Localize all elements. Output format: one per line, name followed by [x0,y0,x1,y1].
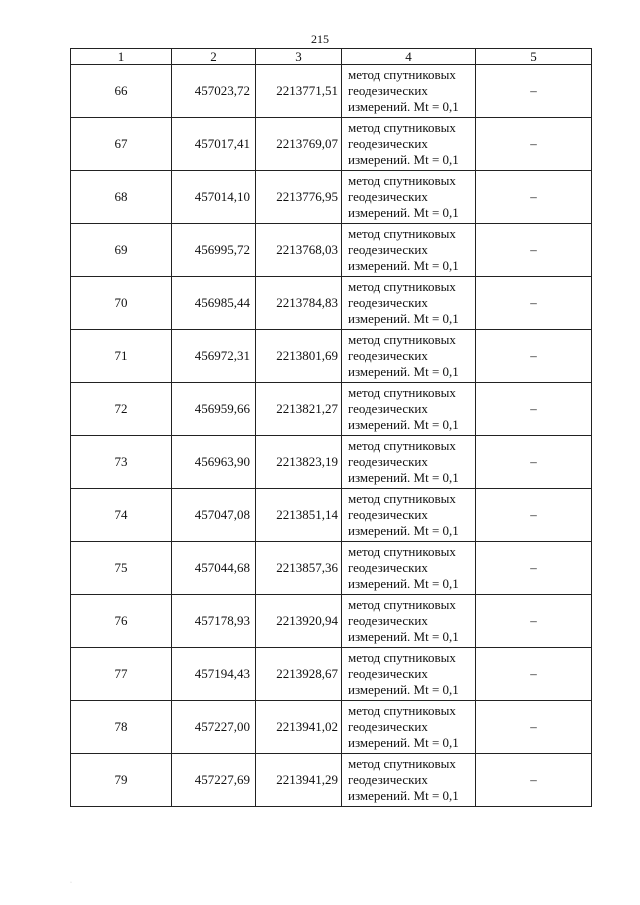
table-row [71,489,592,542]
table-row [71,277,592,330]
table-body [71,65,592,807]
point-number: 71 [71,330,172,383]
method-line: измерений. Mt = 0,1 [348,735,459,750]
measurement-method [342,118,476,171]
table-row [71,171,592,224]
coordinate-x: 456995,72 [172,224,256,277]
method-line: измерений. Mt = 0,1 [348,364,459,379]
method-line: метод спутниковых [348,597,456,612]
measurement-method [342,383,476,436]
measurement-method [342,171,476,224]
point-number: 75 [71,542,172,595]
note-dash: – [476,436,592,489]
note-dash: – [476,383,592,436]
note-dash: – [476,65,592,118]
method-line: метод спутниковых [348,491,456,506]
method-line: геодезических [348,136,428,151]
note-dash: – [476,277,592,330]
table-row [71,595,592,648]
coordinate-y: 2213769,07 [256,118,342,171]
point-number: 78 [71,701,172,754]
method-line: геодезических [348,560,428,575]
coordinate-x: 457047,08 [172,489,256,542]
page-number: 215 [311,32,329,46]
coordinate-y: 2213784,83 [256,277,342,330]
column-header-1: 1 [71,49,172,65]
method-line: геодезических [348,83,428,98]
coordinate-y: 2213941,02 [256,701,342,754]
coordinate-x: 456985,44 [172,277,256,330]
column-header-2: 2 [172,49,256,65]
method-line: геодезических [348,242,428,257]
method-line: измерений. Mt = 0,1 [348,417,459,432]
coordinate-x: 457023,72 [172,65,256,118]
point-number: 66 [71,65,172,118]
method-line: измерений. Mt = 0,1 [348,152,459,167]
table-row [71,701,592,754]
coordinate-x: 457014,10 [172,171,256,224]
note-dash: – [476,754,592,807]
method-line: измерений. Mt = 0,1 [348,523,459,538]
table-row [71,383,592,436]
note-dash: – [476,489,592,542]
method-line: геодезических [348,507,428,522]
table-row [71,436,592,489]
coordinate-x: 456959,66 [172,383,256,436]
coordinate-y: 2213821,27 [256,383,342,436]
coordinate-y: 2213920,94 [256,595,342,648]
method-line: геодезических [348,401,428,416]
point-number: 76 [71,595,172,648]
point-number: 69 [71,224,172,277]
method-line: метод спутниковых [348,650,456,665]
measurement-method [342,436,476,489]
table-row [71,118,592,171]
method-line: геодезических [348,348,428,363]
coordinate-x: 457178,93 [172,595,256,648]
coordinate-x: 457017,41 [172,118,256,171]
method-line: метод спутниковых [348,173,456,188]
table-row [71,754,592,807]
note-dash: – [476,330,592,383]
point-number: 67 [71,118,172,171]
coordinate-x: 456963,90 [172,436,256,489]
method-line: метод спутниковых [348,385,456,400]
coordinate-y: 2213823,19 [256,436,342,489]
measurement-method [342,489,476,542]
measurement-method [342,330,476,383]
table-row [71,648,592,701]
method-line: метод спутниковых [348,332,456,347]
point-number: 68 [71,171,172,224]
column-header-5: 5 [476,49,592,65]
note-dash: – [476,701,592,754]
coordinate-x: 457044,68 [172,542,256,595]
point-number: 79 [71,754,172,807]
point-number: 74 [71,489,172,542]
coordinate-x: 456972,31 [172,330,256,383]
coordinate-y: 2213941,29 [256,754,342,807]
method-line: геодезических [348,666,428,681]
method-line: метод спутниковых [348,703,456,718]
method-line: метод спутниковых [348,544,456,559]
method-line: измерений. Mt = 0,1 [348,576,459,591]
method-line: геодезических [348,454,428,469]
coordinate-y: 2213801,69 [256,330,342,383]
measurement-method [342,542,476,595]
note-dash: – [476,542,592,595]
measurement-method [342,701,476,754]
method-line: измерений. Mt = 0,1 [348,99,459,114]
point-number: 77 [71,648,172,701]
point-number: 70 [71,277,172,330]
coordinate-x: 457227,69 [172,754,256,807]
coordinate-y: 2213776,95 [256,171,342,224]
coordinates-table [70,48,592,807]
table-row [71,542,592,595]
coordinate-y: 2213857,36 [256,542,342,595]
measurement-method [342,224,476,277]
method-line: измерений. Mt = 0,1 [348,258,459,273]
method-line: измерений. Mt = 0,1 [348,311,459,326]
method-line: геодезических [348,189,428,204]
table-row [71,330,592,383]
point-number: 73 [71,436,172,489]
method-line: метод спутниковых [348,756,456,771]
column-header-3: 3 [256,49,342,65]
table-header [71,49,592,65]
point-number: 72 [71,383,172,436]
coordinate-x: 457194,43 [172,648,256,701]
coordinate-y: 2213851,14 [256,489,342,542]
method-line: измерений. Mt = 0,1 [348,682,459,697]
method-line: метод спутниковых [348,226,456,241]
header-row [71,49,592,65]
coordinate-y: 2213771,51 [256,65,342,118]
method-line: измерений. Mt = 0,1 [348,629,459,644]
method-line: геодезических [348,613,428,628]
method-line: геодезических [348,719,428,734]
note-dash: – [476,648,592,701]
measurement-method [342,648,476,701]
table-row [71,224,592,277]
coordinate-y: 2213768,03 [256,224,342,277]
column-header-4: 4 [342,49,476,65]
method-line: измерений. Mt = 0,1 [348,205,459,220]
note-dash: – [476,595,592,648]
measurement-method [342,595,476,648]
note-dash: – [476,118,592,171]
measurement-method [342,277,476,330]
note-dash: – [476,171,592,224]
method-line: геодезических [348,772,428,787]
coordinate-y: 2213928,67 [256,648,342,701]
measurement-method [342,65,476,118]
method-line: метод спутниковых [348,438,456,453]
table-row [71,65,592,118]
measurement-method [342,754,476,807]
scan-mark: · [70,880,72,886]
method-line: метод спутниковых [348,279,456,294]
coordinate-x: 457227,00 [172,701,256,754]
method-line: геодезических [348,295,428,310]
method-line: измерений. Mt = 0,1 [348,788,459,803]
method-line: измерений. Mt = 0,1 [348,470,459,485]
method-line: метод спутниковых [348,120,456,135]
note-dash: – [476,224,592,277]
method-line: метод спутниковых [348,67,456,82]
